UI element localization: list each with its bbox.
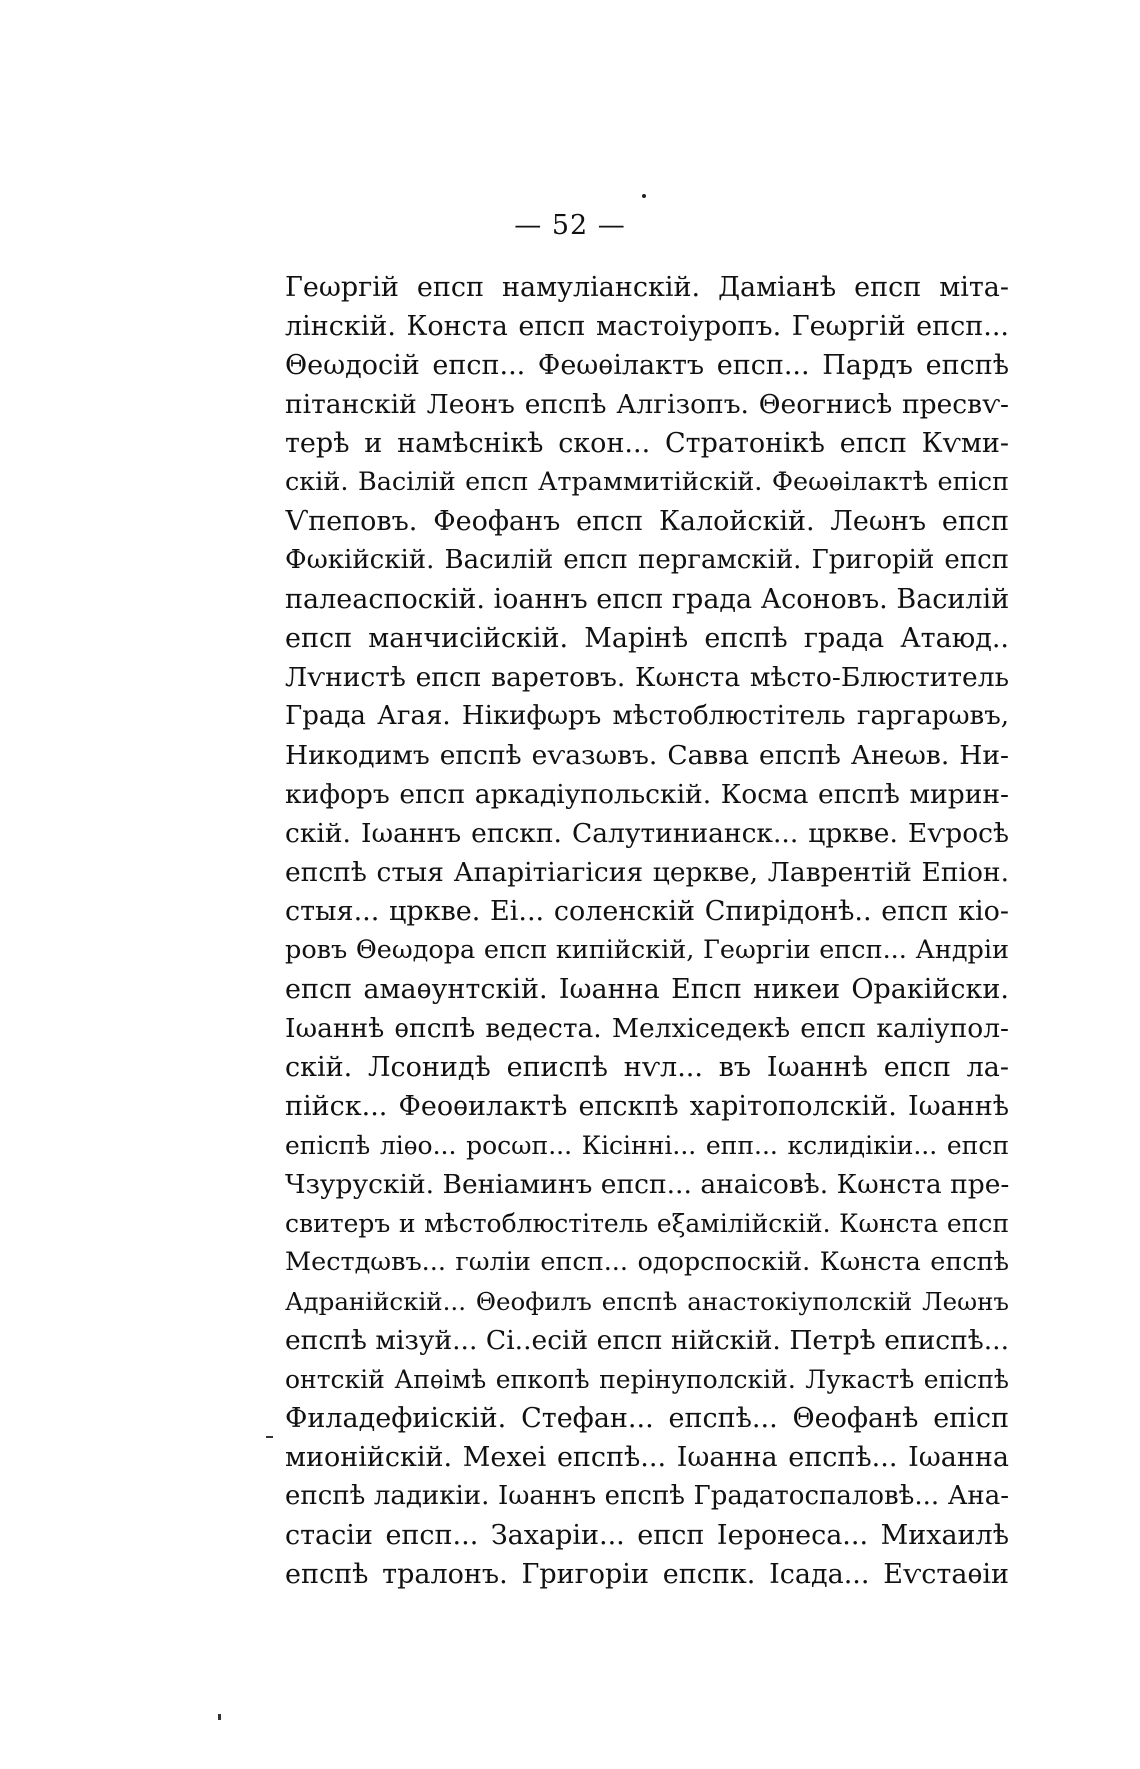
text-line: терѣ и намѣснікѣ скон... Стратонікѣ епсп Кѵми- — [285, 428, 1009, 459]
text-line: епспѣ стыя Апарітіагісия церкве, Лаврентій Епіон. — [285, 857, 1009, 888]
text-line: скій. Васілій епсп Атраммитійскій. Феωѳілактѣ епісп — [285, 467, 1009, 497]
corner-mark — [218, 1714, 221, 1720]
text-line: епсп амаѳунтскій. Іωанна Епсп никеи Оракійски. — [285, 974, 1009, 1005]
text-line: ровъ Θеωдора епсп кипійскій, Геωргіи епсп... Андріи — [285, 935, 1009, 965]
text-line: кифоръ епсп аркадіупольскій. Косма епспѣ мирин- — [285, 779, 1009, 810]
text-line: онтскій Апѳімѣ епкопѣ перінуполскій. Лукастѣ епіспѣ — [285, 1365, 1009, 1394]
page-number: — 52 — — [514, 210, 626, 241]
body-text — [285, 268, 1009, 1594]
margin-mark — [266, 1436, 273, 1438]
text-line: Никодимъ епспѣ еѵазωвъ. Савва епспѣ Анеωв. Ни- — [285, 740, 1009, 771]
text-line: стыя... цркве. Еі... соленскій Спирідонѣ.. епсп кіо- — [285, 896, 1009, 927]
print-speck — [642, 194, 646, 198]
text-line: епспѣ мізуй... Сі..есій епсп нійскій. Петрѣ еписпѣ... — [285, 1325, 1009, 1356]
text-line: Местдωвъ... гωліи епсп... одорспоскій. Кωнста епспѣ — [285, 1247, 1009, 1277]
text-line: пійск... Феоѳилактѣ епскпѣ харітополскій. Іωаннѣ — [285, 1091, 1009, 1122]
text-line: пітанскій Леонъ епспѣ Алгізопъ. Θеогнисѣ пресвѵ- — [285, 389, 1009, 420]
text-line: Чзурускій. Веніаминъ епсп... анаісовѣ. Кωнста пре- — [285, 1169, 1010, 1200]
text-line: Іωаннѣ ѳпспѣ ведеста. Мелхіседекѣ епсп каліупол- — [285, 1013, 1009, 1044]
text-line: мионійскій. Мехеі епспѣ... Іωанна епспѣ... Іωанна — [285, 1442, 1009, 1473]
text-line: лінскій. Конста епсп мастоіуропъ. Геωргій епсп... — [285, 311, 1009, 342]
text-line: стасіи епсп... Захаріи... епсп Іеронеса... Михаилѣ — [285, 1520, 1009, 1551]
text-line: Фωкійскій. Василій епсп пергамскій. Григорій епсп — [285, 545, 1009, 575]
text-line: скій. Іωаннъ епскп. Салутинианск... цркве. Еѵросѣ — [285, 818, 1009, 849]
text-line: Θеωдосій епсп... Феωѳілактъ епсп... Пардъ епспѣ — [285, 350, 1009, 381]
text-line: Лѵнистѣ епсп варетовъ. Кωнста мѣсто-Блюститель — [285, 662, 1009, 693]
text-line: Града Агая. Нікифωръ мѣстоблюстітель гаргарωвъ, — [285, 701, 1009, 731]
text-line: Филадефиіскій. Стефан... епспѣ... Θеофанѣ епісп — [285, 1403, 1009, 1434]
text-line: Геωргій епсп намуліанскій. Даміанѣ епсп міта- — [285, 272, 1009, 303]
text-line: епіспѣ ліѳо... росωп... Кісінні... епп... кслидікіи... епсп — [285, 1131, 1009, 1160]
text-line: свитеръ и мѣстоблюстітель еξамілійскій. Кωнста епсп — [285, 1209, 1009, 1238]
text-line: епсп манчисійскій. Марінѣ епспѣ града Атаюд.. — [285, 623, 1009, 654]
text-line: Адранійскій... Θеофилъ епспѣ анастокіуполскій Леωнъ — [285, 1287, 1009, 1316]
text-line: скій. Лсонидѣ еписпѣ нѵл... въ Іωаннѣ епсп ла- — [285, 1052, 1009, 1083]
text-line: епспѣ ладикіи. Іωаннъ епспѣ Градатоспаловѣ... Ана- — [285, 1481, 1009, 1511]
text-line: епспѣ тралонъ. Григоріи епспк. Ісада... Еѵстаѳіи — [285, 1559, 1009, 1590]
text-line: Ѵпеповъ. Феофанъ епсп Калойскій. Леωнъ епсп — [285, 506, 1009, 537]
text-line: палеаспоскій. іоаннъ епсп града Асоновъ. Василій — [285, 584, 1010, 615]
